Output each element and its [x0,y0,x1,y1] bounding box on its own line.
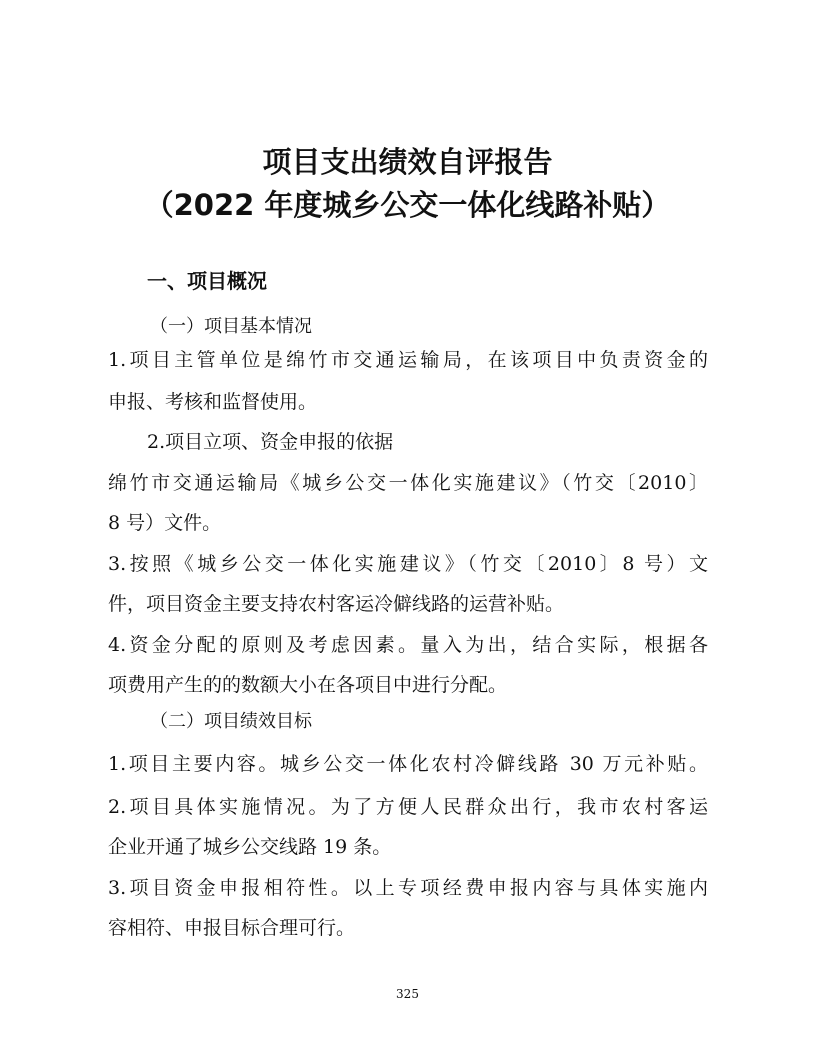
subsection-heading-basic-info: （一）项目基本情况 [150,316,312,337]
page-number: 325 [396,987,419,1001]
paragraph-line: 1.项目主要内容。城乡公交一体化农村冷僻线路 30 万元补贴。 [108,753,708,775]
paragraph-line: 3.项目资金申报相符性。以上专项经费申报内容与具体实施内 [108,877,708,899]
section-heading-overview: 一、项目概况 [147,269,267,293]
paragraph-line: 4.资金分配的原则及考虑因素。量入为出，结合实际，根据各 [108,634,708,656]
paragraph-line: 项费用产生的的数额大小在各项目中进行分配。 [108,674,508,696]
paragraph-line: 2.项目立项、资金申报的依据 [147,431,394,453]
document-subtitle: （2022 年度城乡公交一体化线路补贴） [144,188,671,222]
document-title: 项目支出绩效自评报告 [262,145,553,179]
paragraph-line: 绵竹市交通运输局《城乡公交一体化实施建议》（竹交〔2010〕 [108,472,708,494]
paragraph-line: 容相符、申报目标合理可行。 [108,917,356,939]
paragraph-line: 件，项目资金主要支持农村客运冷僻线路的运营补贴。 [108,593,565,615]
paragraph-line: 3.按照《城乡公交一体化实施建议》（竹交〔2010〕8 号）文 [108,553,708,575]
paragraph-line: 申报、考核和监督使用。 [108,391,318,413]
subsection-heading-performance-goals: （二）项目绩效目标 [150,711,312,732]
paragraph-line: 2.项目具体实施情况。为了方便人民群众出行，我市农村客运 [108,796,708,818]
paragraph-line: 企业开通了城乡公交线路 19 条。 [108,836,392,858]
paragraph-line: 8 号）文件。 [108,512,222,534]
paragraph-line: 1.项目主管单位是绵竹市交通运输局，在该项目中负责资金的 [108,349,708,371]
